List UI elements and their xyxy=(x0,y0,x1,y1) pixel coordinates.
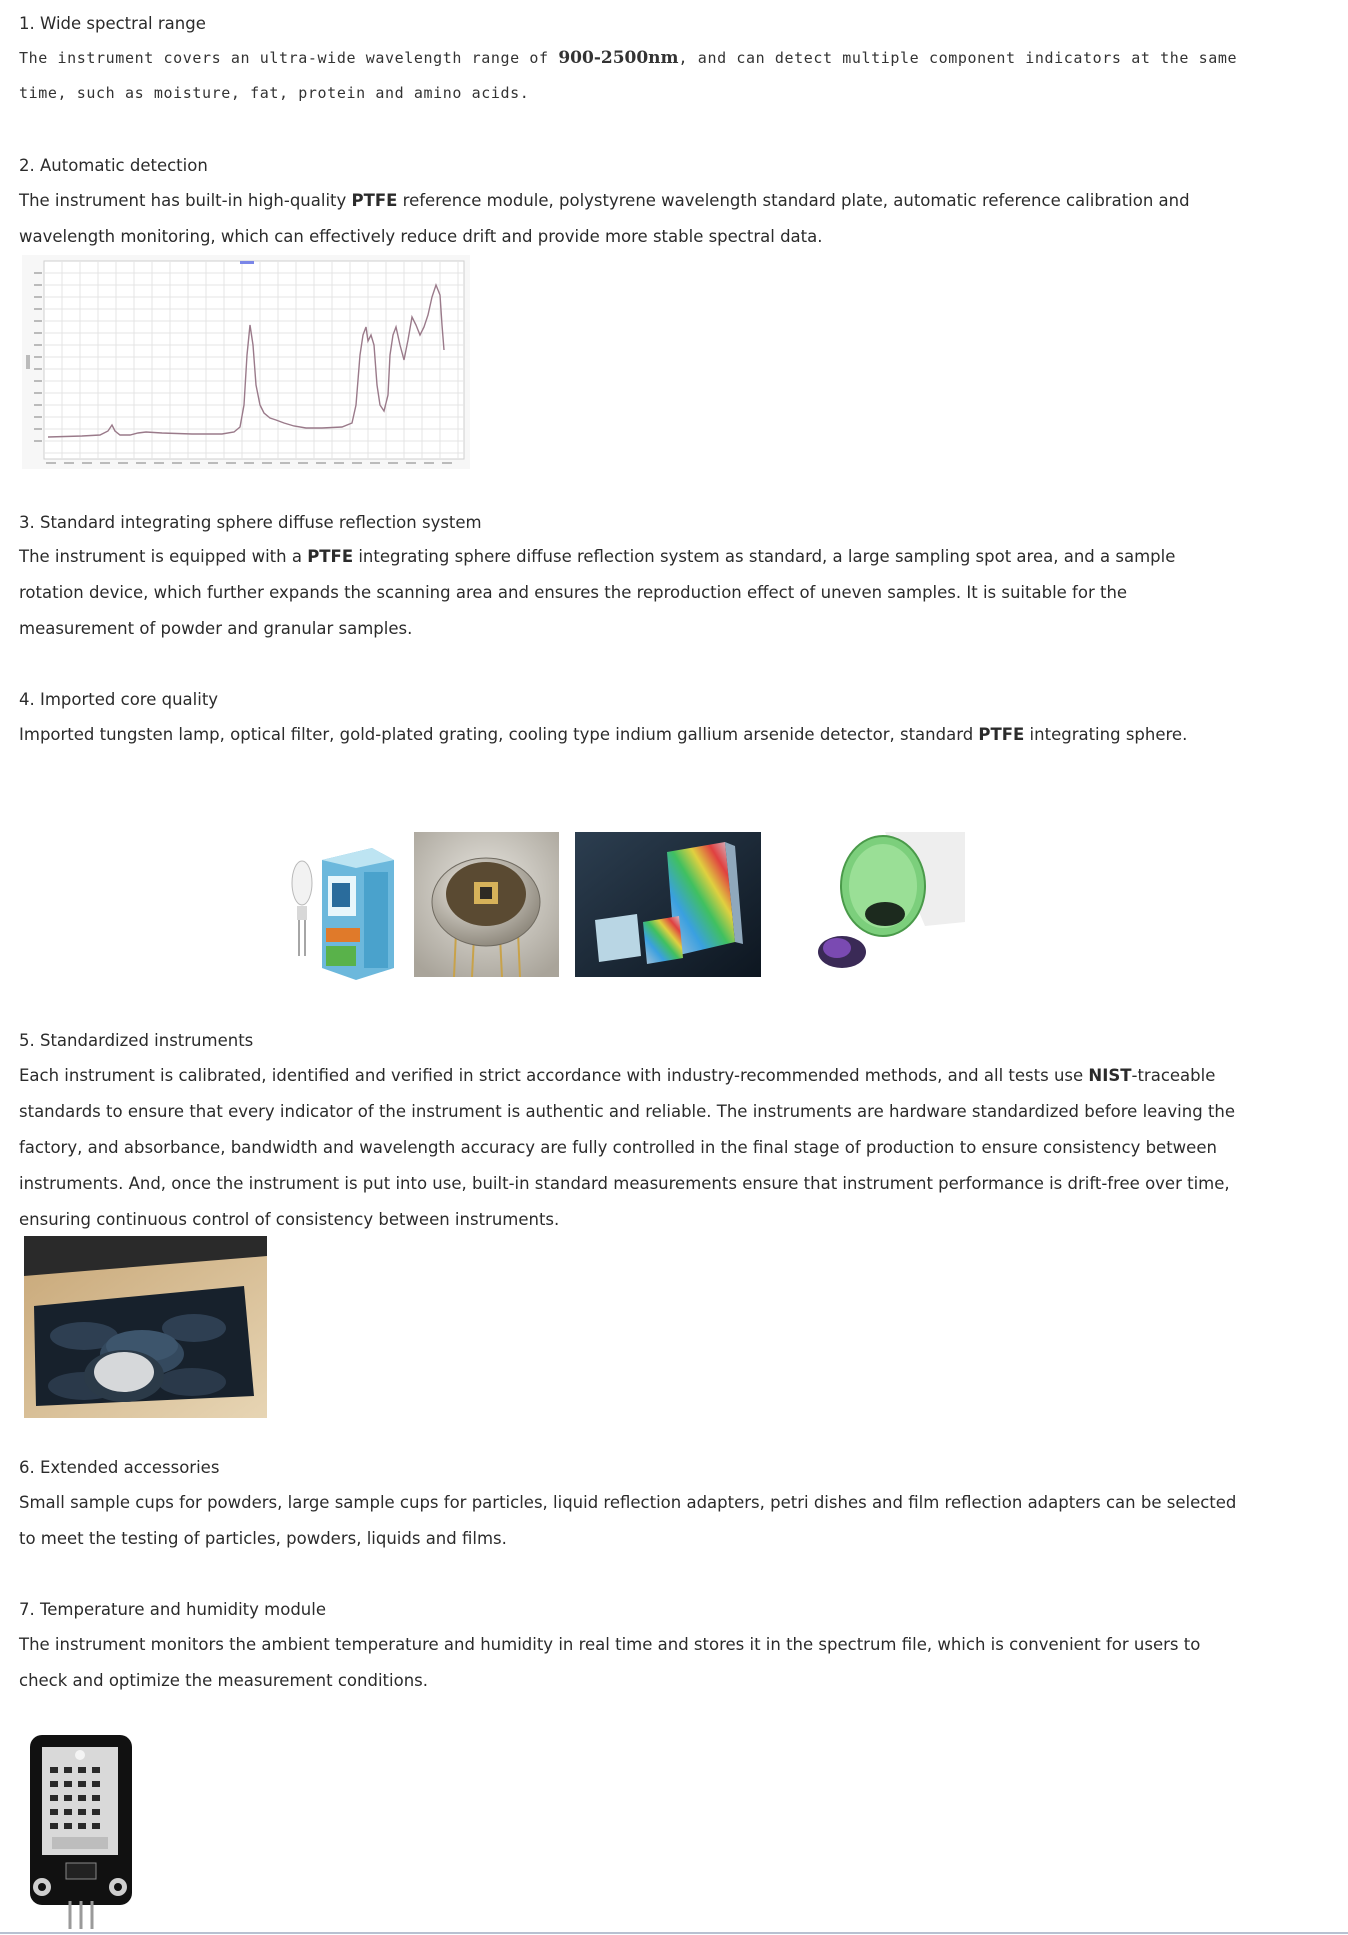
grating-image xyxy=(575,832,761,977)
section-6-heading: 6. Extended accessories xyxy=(19,1458,220,1477)
section-4-heading: 4. Imported core quality xyxy=(19,690,219,709)
section-1-body xyxy=(19,41,1239,111)
section-7-heading: 7. Temperature and humidity module xyxy=(19,1600,326,1619)
section-3-heading: 3. Standard integrating sphere diffuse reflection system xyxy=(19,513,482,532)
wavelength-range-value: 900-2500nm xyxy=(558,48,679,68)
section-3-text-a: The instrument is equipped with a xyxy=(19,547,308,566)
nist-term: NIST xyxy=(1088,1066,1132,1085)
ptfe-term: PTFE xyxy=(978,725,1025,744)
page-bottom-divider xyxy=(0,1932,1348,1934)
tungsten-lamp-image xyxy=(286,828,396,980)
reference-standards-image xyxy=(24,1236,267,1418)
section-5-text-a: Each instrument is calibrated, identified and verified in strict accordance with industry-recommended methods, and all tests use xyxy=(19,1066,1089,1085)
spectrum-chart-image xyxy=(22,255,470,469)
section-4-text-b: integrating sphere. xyxy=(1024,725,1188,744)
section-5-heading: 5. Standardized instruments xyxy=(19,1031,254,1050)
section-1-heading: 1. Wide spectral range xyxy=(19,14,206,33)
section-3-text-b: integrating sphere diffuse reflection system as standard, a large sampling spot area, and a sample rotation device, which further expands the scanning area and ensures the reproduction effect of uneven samples. It is suitable for the measurement of powder and granular samples. xyxy=(19,547,1176,638)
section-6-body: Small sample cups for powders, large sample cups for particles, liquid reflection adapters, petri dishes and film reflection adapters can be selected to meet the testing of particles, powders, liquids and films. xyxy=(19,1493,1237,1548)
section-7-body: The instrument monitors the ambient temperature and humidity in real time and stores it in the spectrum file, which is convenient for users to check and optimize the measurement conditions. xyxy=(19,1635,1201,1690)
section-4-text-a: Imported tungsten lamp, optical filter, gold-plated grating, cooling type indium gallium arsenide detector, standard xyxy=(19,725,979,744)
section-5-text-b: -traceable standards to ensure that every indicator of the instrument is authentic and reliable. The instruments are hardware standardized before leaving the factory, and absorbance, bandwidth and wavelength accuracy are fully controlled in the final stage of production to ensure consistency between instruments. And, once the instrument is put into use, built-in standard measurements ensure that instrument performance is drift-free over time, ensuring continuous control of consistency between instruments. xyxy=(19,1066,1236,1229)
chart-legend-mark xyxy=(240,261,254,264)
spectrum-chart xyxy=(22,255,470,469)
section-2-body xyxy=(19,183,1239,255)
detector-image xyxy=(414,832,559,977)
section-4-body xyxy=(19,717,1239,753)
section-1-text-b: , and can detect multiple component indicators at the same time, such as moisture, fat, protein and amino acids. xyxy=(19,49,1238,102)
x-tick-marks xyxy=(46,462,452,464)
section-2-text-b: reference module, polystyrene wavelength standard plate, automatic reference calibration and wavelength monitoring, which can effectively reduce drift and provide more stable spectral data. xyxy=(19,191,1190,246)
sensor-module-image xyxy=(28,1733,134,1929)
ptfe-term: PTFE xyxy=(307,547,354,566)
section-2-text-a: The instrument has built-in high-quality xyxy=(19,191,352,210)
section-3-body xyxy=(19,539,1239,647)
section-1-text-a: The instrument covers an ultra-wide wavelength range of xyxy=(19,49,559,67)
section-5-body xyxy=(19,1058,1239,1238)
optical-filter-image xyxy=(815,828,965,973)
ptfe-term: PTFE xyxy=(351,191,398,210)
section-2-heading: 2. Automatic detection xyxy=(19,156,208,175)
